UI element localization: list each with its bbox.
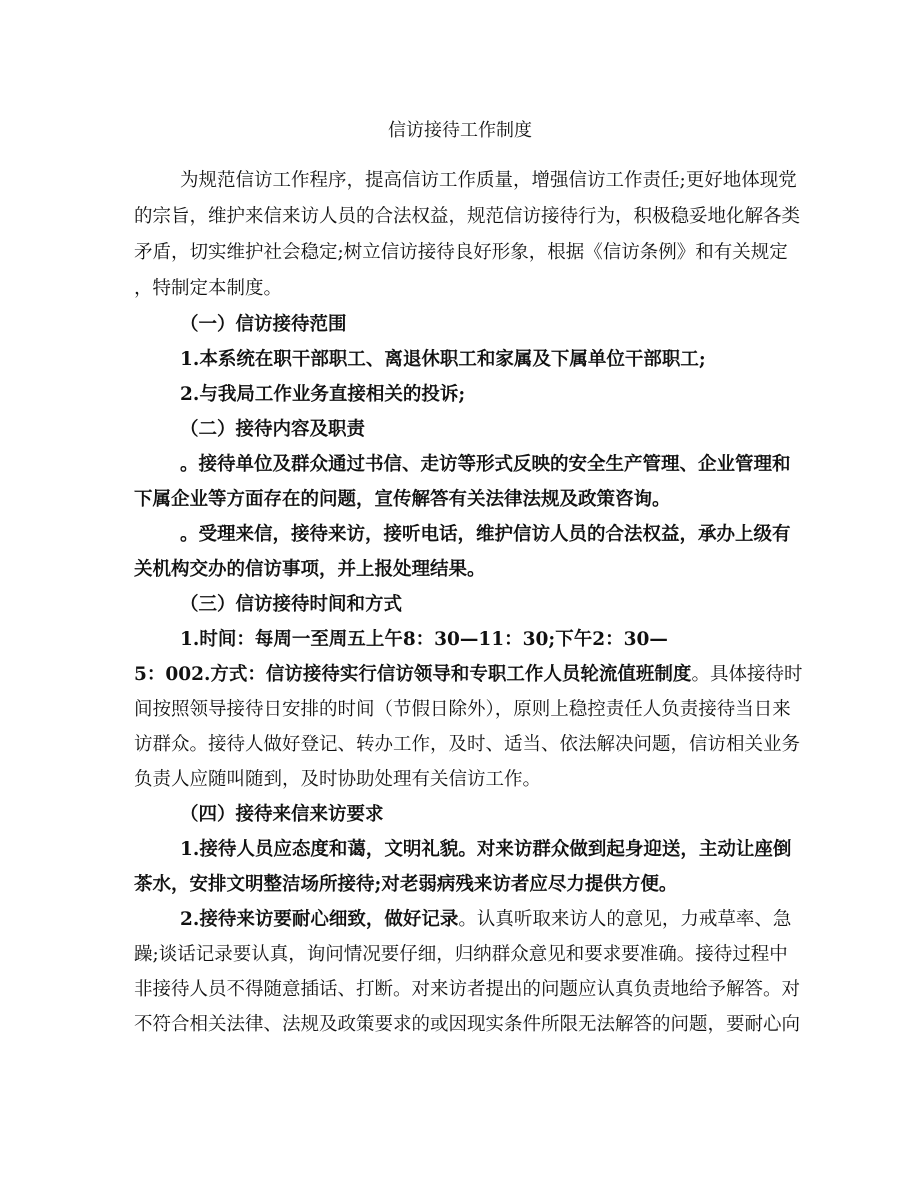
section-4-item-1-line-1: 1.接待人员应态度和蔼，文明礼貌。对来访群众做到起身迎送，主动让座倒 (180, 839, 792, 860)
section-3-line-2 (134, 660, 802, 690)
section-4-item-2-bold: 2.接待来访要耐心细致，做好记录 (180, 909, 459, 930)
section-2-para-2-line-1: 。受理来信，接待来访，接听电话，维护信访人员的合法权益，承办上级有 (180, 524, 791, 545)
section-3-heading: （三）信访接待时间和方式 (180, 594, 403, 615)
section-3-line-5: 负责人应随叫随到，及时协助处理有关信访工作。 (134, 769, 542, 790)
intro-line-3: 矛盾，切实维护社会稳定;树立信访接待良好形象，根据《信访条例》和有关规定 (134, 242, 788, 263)
section-1-item-1: 1.本系统在职干部职工、离退休职工和家属及下属单位干部职工; (180, 349, 706, 370)
section-1-heading: （一）信访接待范围 (180, 314, 347, 335)
section-2-para-1-line-1: 。接待单位及群众通过书信、走访等形式反映的安全生产管理、企业管理和 (180, 454, 791, 475)
intro-line-4: ，特制定本制度。 (134, 278, 283, 299)
section-3-line-2-rest: 。具体接待时 (691, 664, 803, 685)
section-4-heading: （四）接待来信来访要求 (180, 804, 384, 825)
section-2-heading: （二）接待内容及职责 (180, 419, 366, 440)
section-4-item-2-line-4: 不符合相关法律、法规及政策要求的或因现实条件所限无法解答的问题，要耐心向 (134, 1014, 801, 1035)
section-4-item-2-line-1 (180, 905, 791, 935)
intro-line-1: 为规范信访工作程序，提高信访工作质量，增强信访工作责任;更好地体现党 (180, 170, 797, 191)
intro-line-2: 的宗旨，维护来信来访人员的合法权益，规范信访接待行为，积极稳妥地化解各类 (134, 206, 801, 227)
section-3-line-2-bold: 5：002.方式：信访接待实行信访领导和专职工作人员轮流值班制度 (134, 664, 692, 685)
section-4-item-2-line-2: 躁;谈话记录要认真，询问情况要仔细，归纳群众意见和要求要准确。接待过程中 (134, 944, 788, 965)
section-1-item-2: 2.与我局工作业务直接相关的投诉; (180, 384, 466, 405)
section-2-para-1-line-2: 下属企业等方面存在的问题，宣传解答有关法律法规及政策咨询。 (134, 489, 671, 510)
section-3-line-4: 访群众。接待人做好登记、转办工作，及时、适当、依法解决问题，信访相关业务 (134, 734, 801, 755)
section-4-item-2-line-3: 非接待人员不得随意插话、打断。对来访者提出的问题应认真负责地给予解答。对 (134, 979, 801, 1000)
section-4-item-2-rest: 。认真听取来访人的意见，力戒草率、急 (458, 909, 792, 930)
section-3-line-3: 间按照领导接待日安排的时间（节假日除外），原则上稳控责任人负责接待当日来 (134, 699, 791, 720)
section-4-item-1-line-2: 茶水，安排文明整洁场所接待;对老弱病残来访者应尽力提供方便。 (134, 874, 678, 895)
document-title: 信访接待工作制度 (388, 120, 532, 141)
section-3-line-1: 1.时间：每周一至周五上午8：30—11：30;下午2：30— (180, 629, 668, 650)
section-2-para-2-line-2: 关机构交办的信访事项，并上报处理结果。 (134, 559, 486, 580)
